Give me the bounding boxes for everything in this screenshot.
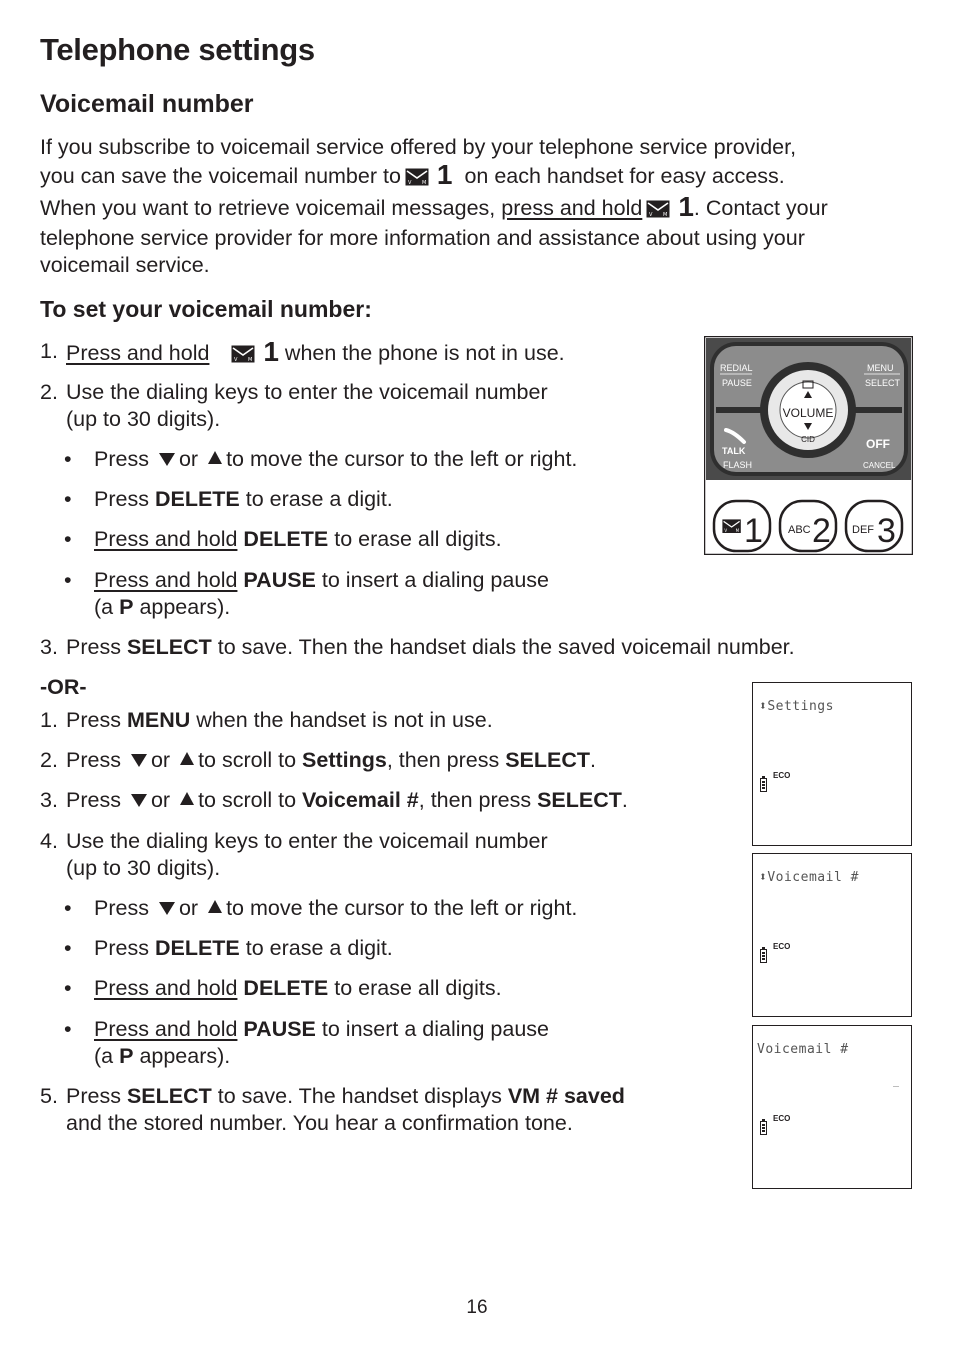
- menu-name: Settings: [302, 748, 387, 772]
- up-arrow-icon: [180, 752, 194, 765]
- intro-line: If you subscribe to voicemail service offered by your telephone service provider,: [40, 135, 797, 159]
- lcd-cursor: _: [893, 1076, 900, 1087]
- press-and-hold: Press and hold: [94, 976, 238, 1000]
- intro-text: . Contact your: [693, 196, 828, 220]
- text: to scroll to: [198, 788, 297, 812]
- voicemail-key-icon: [646, 198, 670, 225]
- page-title: Telephone settings: [40, 32, 315, 67]
- down-arrow-icon: [159, 902, 175, 915]
- step-text: [66, 1083, 625, 1110]
- press-and-hold: Press and hold: [94, 527, 238, 551]
- text: Press: [94, 447, 149, 471]
- step-text: [66, 634, 795, 661]
- text: Press: [94, 936, 149, 960]
- cid-label: CID: [801, 435, 815, 444]
- text: to move the cursor to the left or right.: [226, 447, 578, 471]
- text: Press: [66, 708, 121, 732]
- up-arrow-icon: [208, 451, 222, 464]
- lcd-menu-item: Voicemail #: [767, 870, 859, 885]
- redial-label: REDIAL: [720, 363, 753, 373]
- step-number: 4.: [40, 829, 58, 853]
- lcd-screen-voicemail-entry: [752, 1025, 912, 1189]
- text: , then press: [418, 788, 532, 812]
- bullet-text: [94, 594, 230, 621]
- up-arrow-icon: [208, 900, 222, 913]
- text: to save. The handset displays: [217, 1084, 502, 1108]
- eco-label: ECO: [773, 1114, 791, 1123]
- lcd-menu-item: Settings: [767, 699, 834, 714]
- intro-text: on each handset for easy access.: [464, 164, 785, 188]
- key-3-digit: 3: [877, 512, 896, 550]
- subheading: To set your voicemail number:: [40, 296, 372, 322]
- key-name: SELECT: [126, 635, 212, 659]
- text: Press: [66, 748, 121, 772]
- voicemail-key-icon: [405, 166, 429, 193]
- press-and-hold: Press and hold: [94, 1017, 238, 1041]
- select-label: SELECT: [865, 378, 901, 388]
- display-message: VM # saved: [507, 1084, 625, 1108]
- key-name: DELETE: [243, 527, 329, 551]
- bullet: •: [64, 896, 72, 920]
- key-name: PAUSE: [243, 1017, 316, 1041]
- bullet: •: [64, 1017, 72, 1041]
- lcd-screen-settings: [752, 682, 912, 846]
- off-label: OFF: [866, 437, 890, 451]
- step-text: Use the dialing keys to enter the voicemail number: [66, 380, 548, 404]
- step-number: 2.: [40, 380, 58, 404]
- step-text: [66, 338, 565, 370]
- key-name: SELECT: [126, 1084, 212, 1108]
- text: or: [150, 788, 171, 812]
- scroll-arrows-icon: ⬍: [759, 699, 768, 714]
- bullet-text: [94, 446, 577, 473]
- key-name: MENU: [126, 708, 191, 732]
- flash-label: FLASH: [723, 460, 753, 470]
- text: Press: [66, 788, 121, 812]
- intro-line: [40, 161, 900, 193]
- bullet-text: [94, 935, 393, 962]
- step-text: and the stored number. You hear a confirmation tone.: [66, 1111, 573, 1135]
- talk-label: TALK: [722, 446, 746, 456]
- bullet: •: [64, 487, 72, 511]
- step-number: 5.: [40, 1084, 58, 1108]
- text: appears).: [139, 595, 231, 619]
- step-number: 1.: [40, 708, 58, 732]
- step-text: [66, 707, 493, 734]
- text: (a: [94, 595, 114, 619]
- text: to insert a dialing pause: [321, 568, 549, 592]
- text: .: [621, 788, 628, 812]
- down-arrow-icon: [131, 754, 147, 767]
- lcd-screen-voicemail: [752, 853, 912, 1017]
- text: , then press: [386, 748, 500, 772]
- bullet-text: [94, 486, 393, 513]
- text: .: [590, 748, 596, 772]
- bullet: •: [64, 568, 72, 592]
- text: to scroll to: [198, 748, 297, 772]
- text: to erase a digit.: [245, 936, 393, 960]
- key-one-label: 1: [436, 159, 453, 190]
- step-number: 2.: [40, 748, 58, 772]
- cancel-label: CANCEL: [863, 461, 896, 470]
- lcd-text: Voicemail #: [757, 1042, 849, 1057]
- bullet: •: [64, 447, 72, 471]
- text: to erase all digits.: [334, 976, 502, 1000]
- key-name: PAUSE: [243, 568, 316, 592]
- step-text: (up to 30 digits).: [66, 856, 221, 880]
- key-name: DELETE: [154, 936, 240, 960]
- text: Press: [94, 487, 149, 511]
- menu-name: Voicemail #: [302, 788, 419, 812]
- key-name: P: [119, 595, 134, 619]
- intro-line: telephone service provider for more information and assistance about using your: [40, 226, 805, 250]
- key-name: DELETE: [243, 976, 329, 1000]
- step-text-rest: when the phone is not in use.: [284, 341, 565, 365]
- pause-label: PAUSE: [722, 378, 752, 388]
- key-name: SELECT: [537, 788, 622, 812]
- key-3-letters: DEF: [852, 524, 874, 536]
- step-number: 3.: [40, 635, 58, 659]
- text: appears).: [139, 1044, 231, 1068]
- step-text: Use the dialing keys to enter the voicemail number: [66, 829, 548, 853]
- lcd-text: [759, 699, 834, 714]
- handset-keypad-illustration: [704, 336, 913, 555]
- volume-label: VOLUME: [782, 406, 834, 420]
- intro-line: voicemail service.: [40, 253, 210, 277]
- press-and-hold: Press and hold: [66, 341, 210, 365]
- text: to move the cursor to the left or right.: [226, 896, 578, 920]
- key-name: SELECT: [505, 748, 591, 772]
- intro-text: you can save the voicemail number to: [40, 164, 401, 188]
- text: to erase a digit.: [245, 487, 393, 511]
- key-name: P: [119, 1044, 134, 1068]
- bullet-text: [94, 1016, 549, 1043]
- press-and-hold: Press and hold: [94, 568, 238, 592]
- intro-line: [40, 193, 900, 225]
- down-arrow-icon: [159, 453, 175, 466]
- key-name: DELETE: [154, 487, 240, 511]
- key-1-digit: 1: [744, 512, 763, 550]
- text: Press: [66, 635, 121, 659]
- text: or: [178, 896, 199, 920]
- lcd-text: [759, 870, 859, 885]
- bullet-text: [94, 526, 502, 553]
- key-one-label: 1: [263, 336, 279, 367]
- bullet-text: [94, 1043, 230, 1070]
- bullet: •: [64, 527, 72, 551]
- or-separator: -OR-: [40, 675, 87, 699]
- text: or: [150, 748, 171, 772]
- text: to save. Then the handset dials the saved voicemail number.: [217, 635, 795, 659]
- step-number: 1.: [40, 339, 58, 363]
- section-title: Voicemail number: [40, 90, 254, 118]
- intro-paragraph: [40, 134, 900, 279]
- battery-icon: [760, 949, 767, 963]
- step-text: [66, 747, 596, 774]
- press-and-hold-link: press and hold: [501, 196, 643, 220]
- eco-label: ECO: [773, 771, 791, 780]
- bullet: •: [64, 936, 72, 960]
- text: (a: [94, 1044, 114, 1068]
- scroll-arrows-icon: ⬍: [759, 870, 768, 885]
- bullet: •: [64, 976, 72, 1000]
- bullet-text: [94, 975, 502, 1002]
- up-arrow-icon: [180, 792, 194, 805]
- step-number: 3.: [40, 788, 58, 812]
- text: Press: [66, 1084, 121, 1108]
- down-arrow-icon: [131, 794, 147, 807]
- text: Press: [94, 896, 149, 920]
- voicemail-key-icon: [231, 343, 255, 370]
- text: when the handset is not in use.: [196, 708, 493, 732]
- text: or: [178, 447, 199, 471]
- bullet-text: [94, 567, 549, 594]
- eco-label: ECO: [773, 942, 791, 951]
- key-2-letters: ABC: [788, 524, 811, 536]
- battery-icon: [760, 1121, 767, 1135]
- text: to erase all digits.: [334, 527, 502, 551]
- key-2-digit: 2: [812, 512, 831, 550]
- intro-text: When you want to retrieve voicemail messages,: [40, 196, 496, 220]
- step-text: (up to 30 digits).: [66, 407, 221, 431]
- step-text: [66, 787, 628, 814]
- page-number: 16: [466, 1297, 488, 1318]
- battery-icon: [760, 778, 767, 792]
- text: to insert a dialing pause: [321, 1017, 549, 1041]
- key-one-label: 1: [678, 191, 694, 222]
- menu-label: MENU: [867, 363, 894, 373]
- bullet-text: [94, 895, 577, 922]
